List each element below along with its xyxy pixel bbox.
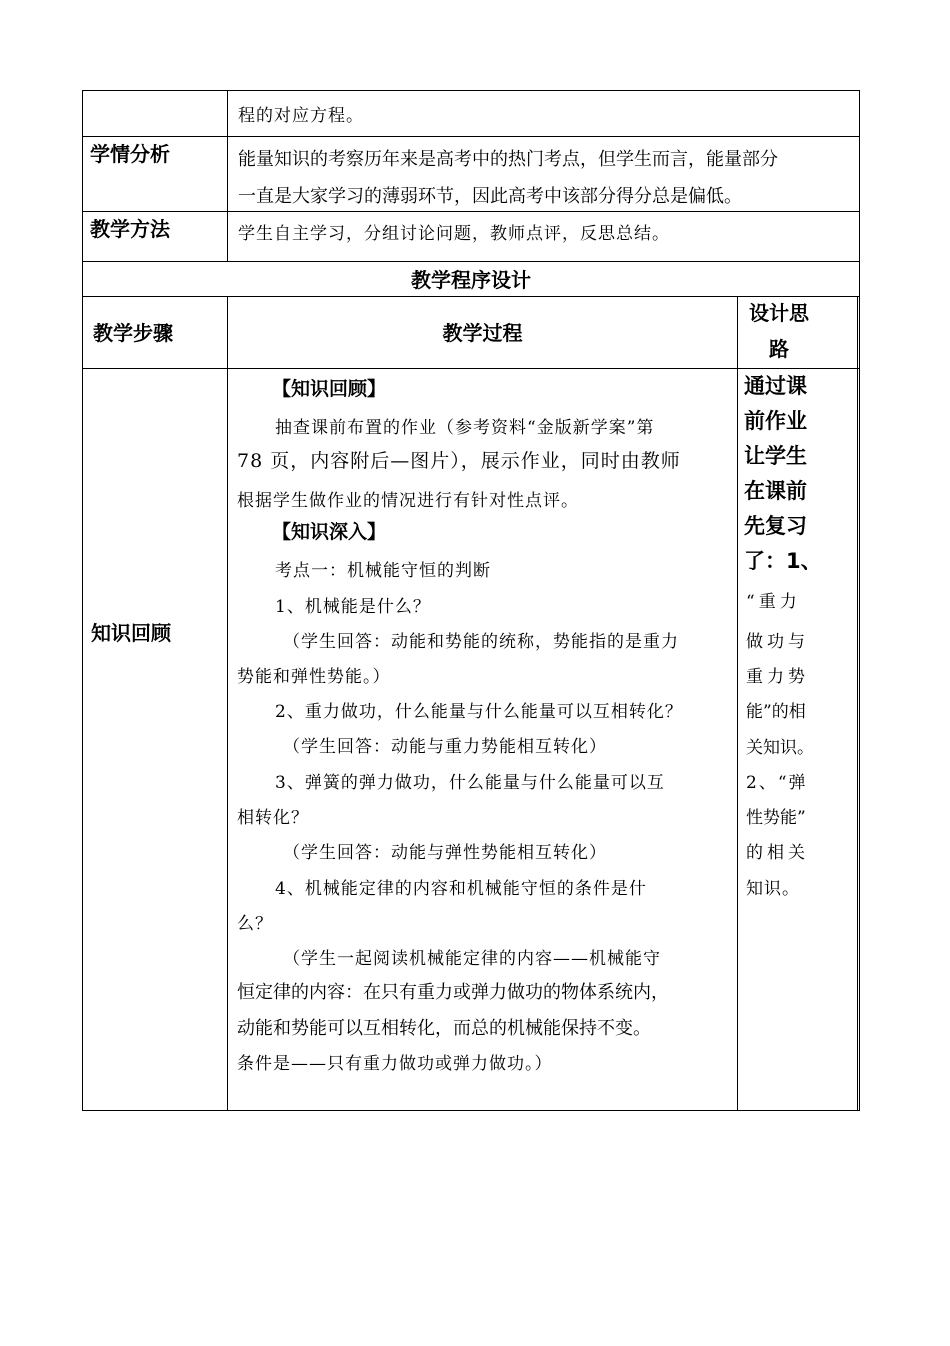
header-design-line1: 设计思 [749,301,809,325]
process-a4-line1: （学生一起阅读机械能定律的内容——机械能守 [283,949,661,969]
process-kd1: 考点一：机械能守恒的判断 [275,561,491,581]
process-q1: 1、机械能是什么？ [275,597,431,617]
header-process: 教学过程 [442,321,523,345]
design-note-6: 2、“弹 [746,773,808,793]
step-label: 知识回顾 [91,621,171,645]
table-right-edge [857,296,858,1111]
header-design-line2: 路 [769,337,789,361]
process-a4-line4: 条件是——只有重力做功或弹力做功。） [237,1054,553,1074]
process-heading-review: 【知识回顾】 [272,378,387,400]
process-a4-line3: 动能和势能可以互相转化，而总的机械能保持不变。 [237,1018,651,1039]
process-p1-line1: 抽查课前布置的作业（参考资料“金版新学案”第 [275,418,655,438]
design-bold-4: 在课前 [744,479,807,503]
design-bold-2: 前作业 [744,409,807,433]
process-q3-line1: 3、弹簧的弹力做功，什么能量与什么能量可以互 [275,773,665,793]
design-note-1: “重力 [746,592,801,612]
design-note-8: 的相关 [746,843,809,863]
row-divider [82,261,860,262]
process-q2: 2、重力做功，什么能量与什么能量可以互相转化？ [275,702,683,722]
design-bold-3: 让学生 [744,444,807,468]
col-divider [227,90,228,261]
process-q3-line2: 相转化？ [237,808,309,828]
xueqing-text-line1: 能量知识的考察历年来是高考中的热门考点，但学生而言，能量部分 [238,149,778,170]
header-step: 教学步骤 [93,321,173,345]
xueqing-label: 学情分析 [90,142,170,166]
process-heading-deep: 【知识深入】 [272,521,387,543]
process-p1-line2: 78 页，内容附后—图片），展示作业，同时由教师 [237,450,681,472]
col-divider [227,296,228,1111]
method-label: 教学方法 [90,217,170,241]
process-q4-line1: 4、机械能定律的内容和机械能守恒的条件是什 [275,879,647,899]
section-title: 教学程序设计 [411,268,531,292]
design-note-9: 知识。 [746,879,800,899]
xueqing-text-line2: 一直是大家学习的薄弱环节，因此高考中该部分得分总是偏低。 [238,186,742,207]
design-note-5: 关知识。 [746,738,814,758]
design-note-3: 重力势 [746,667,809,687]
process-a1-line1: （学生回答：动能和势能的统称，势能指的是重力 [283,632,679,652]
process-q4-line2: 么？ [237,914,273,934]
process-a1-line2: 势能和弹性势能。） [237,667,391,687]
row-divider [82,136,860,137]
design-bold-1: 通过课 [744,374,807,398]
design-note-7: 性势能” [746,808,806,828]
process-p1-line3: 根据学生做作业的情况进行有针对性点评。 [237,491,579,511]
process-a3: （学生回答：动能与弹性势能相互转化） [283,843,607,863]
process-a4-line2: 恒定律的内容：在只有重力或弹力做功的物体系统内， [237,982,669,1003]
design-note-4: 能”的相 [746,702,806,722]
top-continuation-text: 程的对应方程。 [238,106,364,126]
method-text: 学生自主学习，分组讨论问题，教师点评，反思总结。 [238,224,670,244]
col-divider [737,296,738,1111]
design-bold-5: 先复习 [744,514,807,538]
row-divider [82,368,860,369]
process-a2: （学生回答：动能与重力势能相互转化） [283,737,607,757]
design-note-2: 做功与 [746,632,809,652]
design-bold-6: 了：1、 [744,549,822,573]
row-divider [82,211,860,212]
